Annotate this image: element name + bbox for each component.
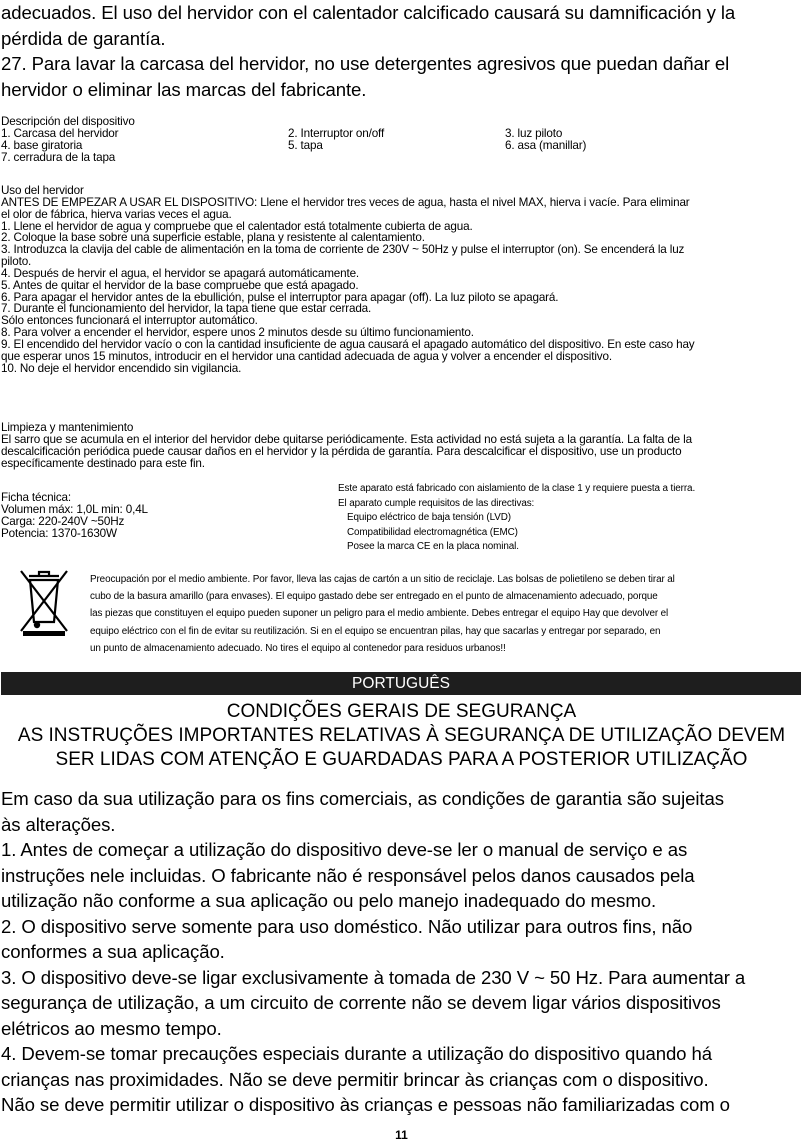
text-line: Este aparato está fabricado con aislamiento de la clase 1 y requiere puesta a tierra. [338, 483, 696, 494]
text-line: 3. Introduzca la clavija del cable de alimentación en la toma de corriente de 230V ~ 50Hz y pulse el interruptor (on). Se encenderá la luz [1, 243, 685, 257]
text-line: 3. O dispositivo deve-se ligar exclusivamente à tomada de 230 V ~ 50 Hz. Para aumentar a [1, 966, 746, 988]
section-heading: Ficha técnica: [1, 491, 72, 504]
text-line: El aparato cumple requisitos de las directivas: [338, 497, 535, 509]
title-line: CONDIÇÕES GERAIS DE SEGURANÇA [226, 701, 577, 722]
text-line: que esperar unos 15 minutos, introducir en el hervidor una cantidad adecuada de agua y volver a encender el dispositivo. [1, 349, 612, 363]
text-line: 9. El encendido del hervidor vacío o con la cantidad insuficiente de agua causará el apagado automático del dispositivo. En este caso hay [1, 337, 695, 351]
spec-line: Volumen máx: 1,0L min: 0,4L [1, 502, 148, 516]
parts-row [1, 140, 801, 152]
text-line: 4. Después de hervir el agua, el hervidor se apagará automáticamente. [1, 266, 360, 280]
device-description-section [1, 116, 801, 163]
text-line: crianças nas proximidades. Não se deve permitir brincar às crianças com o dispositivo. [1, 1068, 709, 1090]
part-item: 5. tapa [288, 138, 323, 152]
part-item: 6. asa (manillar) [505, 138, 587, 152]
text-line: Em caso da sua utilização para os fins comerciais, as condições de garantia são sujeitas [1, 788, 724, 809]
title-line: AS INSTRUÇÕES IMPORTANTES RELATIVAS À SEGURANÇA DE UTILIZAÇÃO DEVEM [17, 725, 786, 746]
directive-item: Posee la marca CE en la placa nominal. [347, 541, 519, 552]
page-number: 11 [395, 1128, 408, 1142]
parts-row [1, 128, 801, 140]
part-item: 1. Carcasa del hervidor [1, 126, 119, 140]
directive-item: Equipo eléctrico de baja tensión (LVD) [347, 512, 511, 523]
part-item: 3. luz piloto [505, 126, 563, 140]
text-line: Preocupación por el medio ambiente. Por favor, lleva las cajas de cartón a un sitio de reciclaje. Las bolsas de polietileno se deben tirar al [90, 574, 675, 585]
text-line: segurança de utilização, a um circuito de corrente não se devem ligar vários dispositivos [1, 992, 721, 1013]
text-line: Não se deve permitir utilizar o dispositivo às crianças e pessoas não familiarizadas com o [1, 1094, 730, 1115]
text-line: 6. Para apagar el hervidor antes de la ebullición, pulse el interruptor para apagar (off). La luz piloto se apagará. [1, 290, 559, 304]
text-line: 2. Coloque la base sobre una superficie estable, plana y resistente al calentamiento. [1, 231, 425, 245]
text-line: utilização não conforme a sua aplicação ou pelo manejo inadequado do mesmo. [1, 890, 657, 911]
text-line: específicamente destinado para este fin. [1, 456, 205, 470]
text-line: 8. Para volver a encender el hervidor, espere unos 2 minutos desde su último funcionamiento. [1, 326, 474, 340]
text-line: 10. No deje el hervidor encendido sin vigilancia. [1, 361, 242, 375]
part-item: 4. base giratoria [1, 138, 83, 152]
text-line: el olor de fábrica, hierva varias veces el agua. [1, 207, 232, 221]
section-heading: Limpieza y mantenimiento [1, 421, 134, 434]
spec-line: Potencia: 1370-1630W [1, 526, 117, 540]
text-line: instruções nele incluidas. O fabricante não é responsável pelos danos causados pela [1, 864, 695, 886]
text-line: cubo de la basura amarillo (para envases). El equipo gastado debe ser entregado en el punto de almacenamiento adecuado, porque [90, 591, 658, 603]
crossed-out-wheelie-bin-icon [15, 565, 73, 637]
technical-sheet [1, 492, 301, 539]
text-line: equipo eléctrico con el fin de evitar su reutilización. Si en el equipo se encuentran pilas, hay que sacarlas y entregar por separado, en [90, 625, 661, 637]
text-line: 5. Antes de quitar el hervidor de la base compruebe que está apagado. [1, 278, 359, 292]
text-line: hervidor o eliminar las marcas del fabricante. [1, 78, 367, 100]
text-line: ANTES DE EMPEZAR A USAR EL DISPOSITIVO: Llene el hervidor tres veces de agua, hasta el nivel MAX, hierva i vacíe. Para eliminar [1, 195, 690, 209]
text-line: 27. Para lavar la carcasa del hervidor, no use detergentes agresivos que puedan dañar el [1, 53, 730, 74]
text-line: pérdida de garantía. [1, 27, 166, 49]
section-heading: Uso del hervidor [1, 184, 84, 197]
parts-row [1, 152, 801, 164]
text-line: Sólo entonces funcionará el interruptor automático. [1, 314, 258, 328]
section-heading: Descripción del dispositivo [1, 115, 135, 128]
text-line: 7. Durante el funcionamiento del hervidor, la tapa tiene que estar cerrada. [1, 302, 372, 316]
part-item: 2. Interruptor on/off [288, 126, 385, 140]
spec-line: Carga: 220-240V ~50Hz [1, 514, 125, 528]
language-section-bar: PORTUGUÊS [1, 672, 801, 695]
environment-notice [90, 571, 802, 657]
directive-item: Compatibilidad electromagnética (EMC) [347, 526, 518, 538]
text-line: 2. O dispositivo serve somente para uso doméstico. Não utilizar para outros fins, não [1, 915, 693, 937]
text-line: El sarro que se acumula en el interior del hervidor debe quitarse periódicamente. Esta actividad no está sujeta a la garantía. La falta de la [1, 432, 692, 446]
text-line: adecuados. El uso del hervidor con el calentador calcificado causará su damnificación y la [1, 2, 736, 23]
conformity-notes [338, 482, 695, 555]
text-line: 1. Antes de começar a utilização do dispositivo deve-se ler o manual de serviço e as [1, 839, 688, 860]
text-line: un punto de almacenamiento adecuado. No tires el equipo al contenedor para residuos urbanos!! [90, 642, 506, 654]
text-line: 4. Devem-se tomar precauções especiais durante a utilização do dispositivo quando há [1, 1043, 712, 1064]
cleaning-section [1, 422, 802, 469]
title-line: SER LIDAS COM ATENÇÃO E GUARDADAS PARA A POSTERIOR UTILIZAÇÃO [55, 749, 748, 770]
safety-text-pt [1, 786, 803, 1118]
top-continuation-text [1, 0, 801, 102]
text-line: conformes a sua aplicação. [1, 941, 225, 962]
usage-section [1, 185, 802, 375]
text-line: las piezas que constituyen el equipo pueden suponer un peligro para el medio ambiente. Debes entregar el equipo Hay que devolver el [90, 608, 669, 620]
text-line: elétricos ao mesmo tempo. [1, 1017, 222, 1039]
text-line: descalcificación periódica puede causar daños en el hervidor y la pérdida de garantía. Para descalcificar el dispositivo, use un producto [1, 444, 682, 458]
text-line: às alterações. [1, 813, 116, 835]
text-line: piloto. [1, 255, 32, 269]
safety-title [0, 700, 803, 772]
text-line: 1. Llene el hervidor de agua y compruebe que el calentador está totalmente cubierta de agua. [1, 219, 473, 233]
part-item: 7. cerradura de la tapa [1, 150, 116, 164]
